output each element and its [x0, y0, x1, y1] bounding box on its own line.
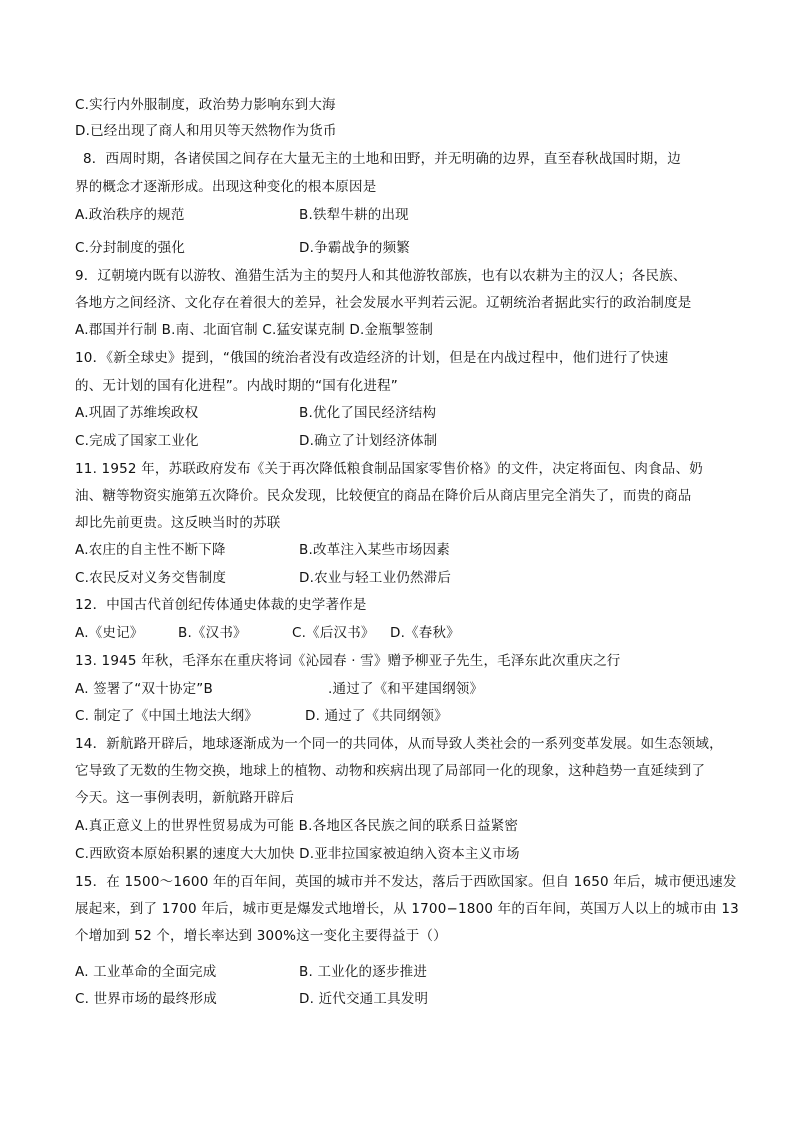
q13-option-a: A. 签署了“双十协定”B — [75, 681, 213, 697]
q13-option-d: D. 通过了《共同纲领》 — [305, 708, 448, 724]
q9-options: A.郡国并行制 B.南、北面官制 C.猛安谋克制 D.金瓶掣签制 — [75, 322, 434, 338]
q12-option-a: A.《史记》 — [75, 625, 144, 641]
q11-option-a: A.农庄的自主性不断下降 — [75, 542, 226, 558]
q8-option-a: A.政治秩序的规范 — [75, 207, 185, 223]
q11-option-c: C.农民反对义务交售制度 — [75, 570, 227, 586]
q12-option-b: B.《汉书》 — [178, 625, 247, 641]
q8-stem-line-1: 8．西周时期，各诸侯国之间存在大量无主的土地和田野，并无明确的边界，直至春秋战国时期，边 — [83, 151, 681, 167]
q10-option-a: A.巩固了苏维埃政权 — [75, 405, 199, 421]
q11-option-d: D.农业与轻工业仍然滞后 — [299, 570, 452, 586]
q10-stem-line-1: 10．《新全球史》提到，“俄国的统治者没有改造经济的计划，但是在内战过程中，他们进行了快速 — [75, 350, 669, 366]
q12-option-c: C.《后汉书》 — [292, 625, 375, 641]
q8-option-b: B.铁犁牛耕的出现 — [299, 207, 409, 223]
q9-stem-line-2: 各地方之间经济、文化存在着很大的差异，社会发展水平判若云泥。辽朝统治者据此实行的政治制度是 — [75, 295, 692, 311]
q15-stem-line-3: 个增加到 52 个，增长率达到 300%这一变化主要得益于（） — [75, 928, 447, 944]
q7-option-d: D.已经出现了商人和用贝等天然物作为货币 — [75, 123, 337, 139]
q12-stem: 12．中国古代首创纪传体通史体裁的史学著作是 — [75, 597, 367, 613]
q14-stem-line-2: 它导致了无数的生物交换，地球上的植物、动物和疾病出现了局部同一化的现象，这种趋势一直延续到了 — [75, 763, 706, 779]
q13-option-c: C. 制定了《中国土地法大纲》 — [75, 708, 259, 724]
q13-option-b: .通过了《和平建国纲领》 — [328, 681, 484, 697]
q14-stem-line-3: 今天。这一事例表明，新航路开辟后 — [75, 790, 295, 806]
q8-option-c: C.分封制度的强化 — [75, 240, 186, 256]
q15-stem-line-1: 15．在 1500～1600 年的百年间，英国的城市并不发达，落后于西欧国家。但自 1650 年后，城市便迅速发 — [75, 874, 737, 890]
q14-options-ab: A.真正意义上的世界性贸易成为可能 B.各地区各民族之间的联系日益紧密 — [75, 818, 519, 834]
q15-option-d: D. 近代交通工具发明 — [299, 991, 429, 1007]
q8-option-d: D.争霸战争的频繁 — [299, 240, 410, 256]
q10-option-b: B.优化了国民经济结构 — [299, 405, 437, 421]
q15-option-c: C. 世界市场的最终形成 — [75, 991, 217, 1007]
q7-option-c: C.实行内外服制度，政治势力影响东到大海 — [75, 97, 336, 113]
q14-options-cd: C.西欧资本原始积累的速度大大加快 D.亚非拉国家被迫纳入资本主义市场 — [75, 846, 520, 862]
q11-stem-line-1: 11. 1952 年，苏联政府发布《关于再次降低粮食制品国家零售价格》的文件，决定将面包、肉食品、奶 — [75, 461, 703, 477]
q12-option-d: D.《春秋》 — [390, 625, 460, 641]
q13-stem: 13. 1945 年秋，毛泽东在重庆将词《沁园春 · 雪》赠予柳亚子先生，毛泽东此次重庆之行 — [75, 653, 621, 669]
q8-stem-line-2: 界的概念才逐渐形成。出现这种变化的根本原因是 — [75, 179, 377, 195]
q15-option-a: A. 工业革命的全面完成 — [75, 964, 217, 980]
q10-option-c: C.完成了国家工业化 — [75, 433, 199, 449]
q10-option-d: D.确立了计划经济体制 — [299, 433, 438, 449]
q9-stem-line-1: 9．辽朝境内既有以游牧、渔猎生活为主的契丹人和其他游牧部族，也有以农耕为主的汉人；各民族、 — [75, 268, 687, 284]
q10-stem-line-2: 的、无计划的国有化进程”。内战时期的“国有化进程” — [75, 378, 398, 394]
q11-option-b: B.改革注入某些市场因素 — [299, 542, 450, 558]
q11-stem-line-2: 油、糖等物资实施第五次降价。民众发现，比较便宜的商品在降价后从商店里完全消失了，而贵的商品 — [75, 488, 692, 504]
q15-stem-line-2: 展起来，到了 1700 年后，城市更是爆发式地增长，从 1700−1800 年的百年间，英国万人以上的城市由 13 — [75, 901, 739, 917]
q14-stem-line-1: 14．新航路开辟后，地球逐渐成为一个同一的共同体，从而导致人类社会的一系列变革发展。如生态领域， — [75, 736, 723, 752]
q11-stem-line-3: 却比先前更贵。这反映当时的苏联 — [75, 515, 281, 531]
q15-option-b: B. 工业化的逐步推进 — [299, 964, 428, 980]
